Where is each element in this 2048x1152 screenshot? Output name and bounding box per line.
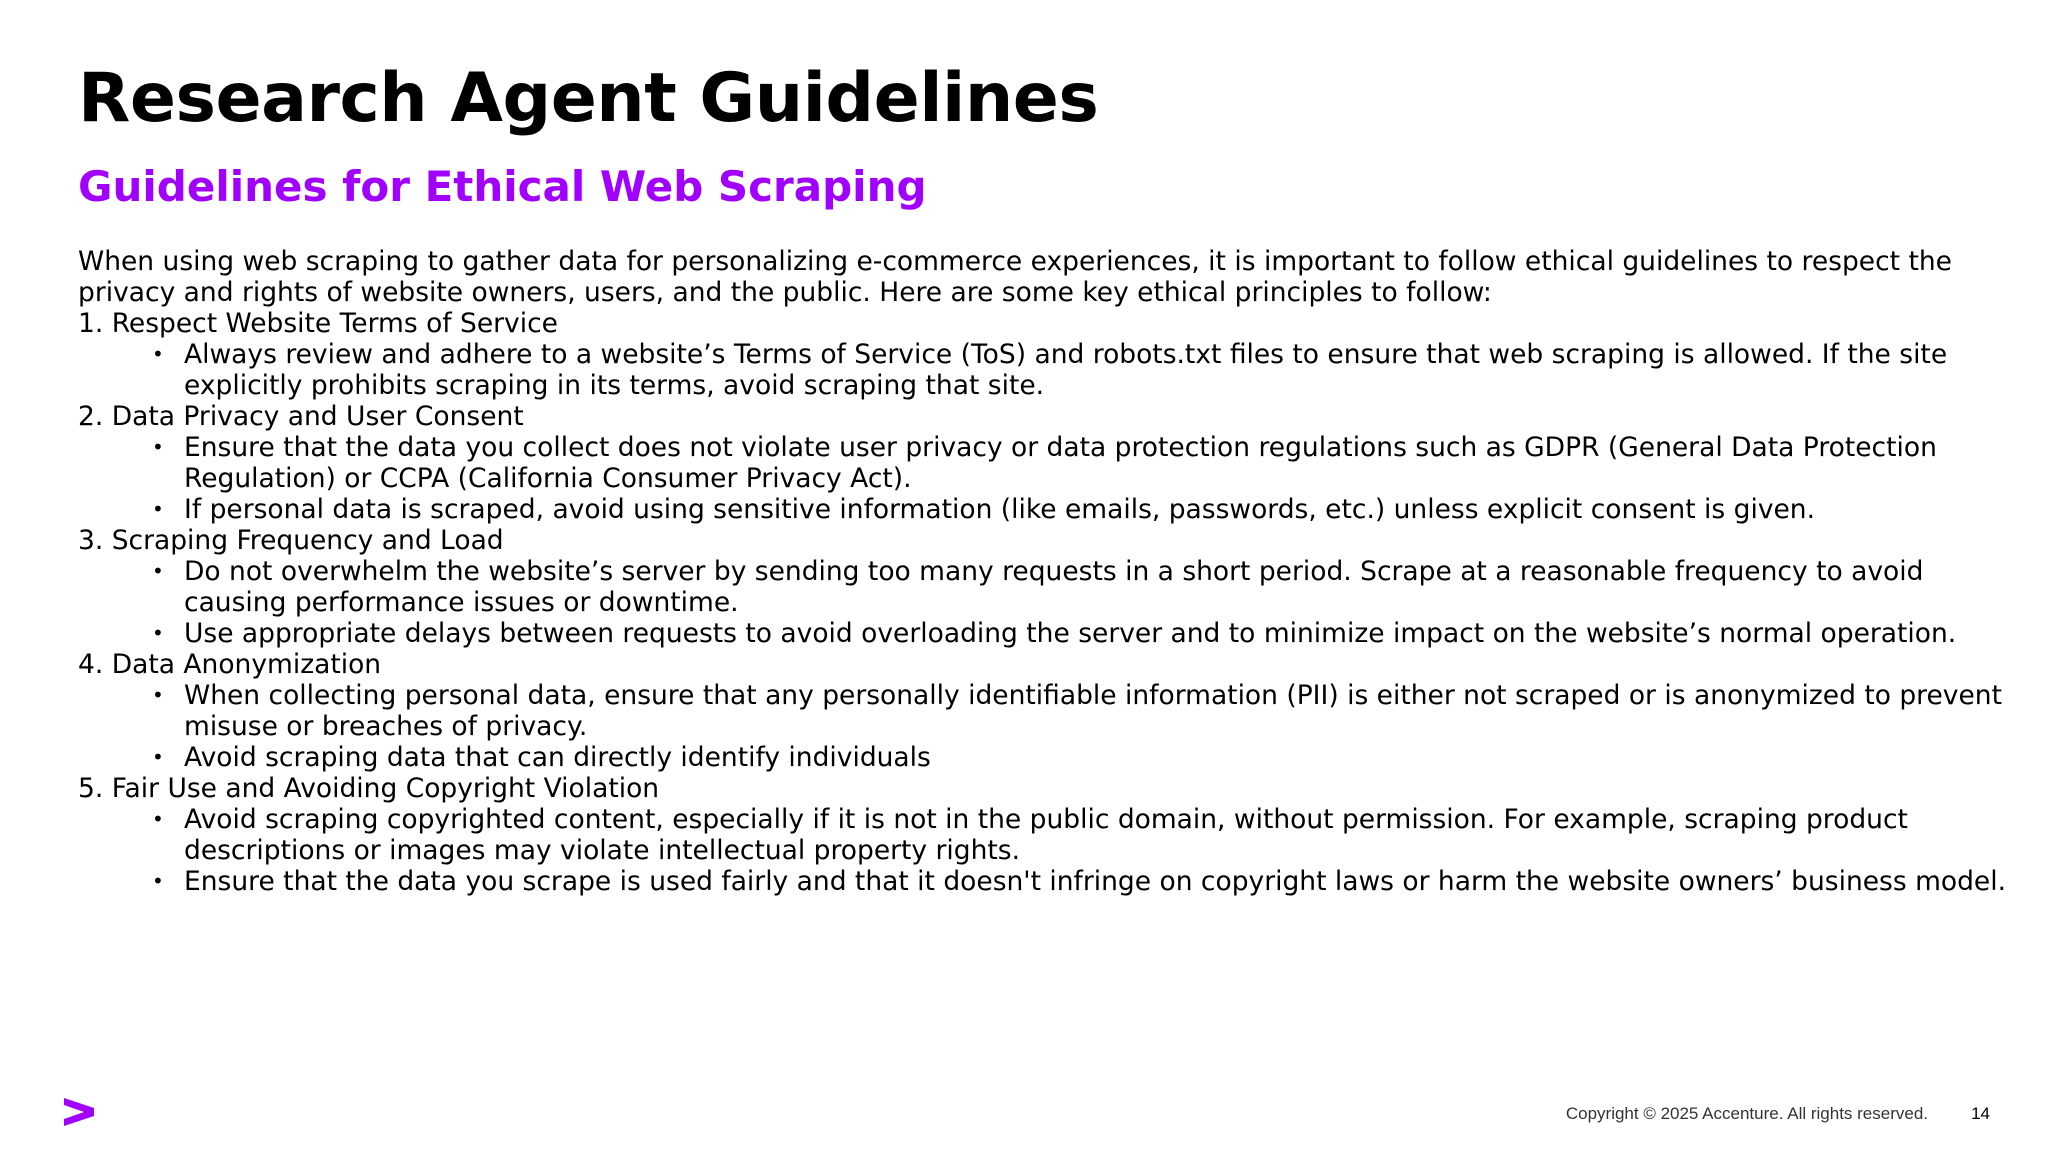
bullet-list (78, 339, 2008, 401)
section-heading: 2. Data Privacy and User Consent (78, 401, 524, 432)
bullet-item: • Always review and adhere to a website’s Terms of Service (ToS) and robots.txt files to ensure that web scraping is allowed. If the site explicitly prohibits scraping in its terms, avoid scraping that site. (184, 339, 2008, 401)
bullet-item: • Use appropriate delays between requests to avoid overloading the server and to minimize impact on the website’s normal operation. (184, 618, 2008, 649)
bullet-list (78, 432, 2008, 525)
slide-title: Research Agent Guidelines (78, 59, 1099, 138)
bullet-item: • Avoid scraping copyrighted content, especially if it is not in the public domain, without permission. For example, scraping product descriptions or images may violate intellectual property rights. (184, 804, 2008, 866)
bullet-list (78, 556, 2008, 649)
page-number: 14 (1971, 1104, 1990, 1123)
bullet-item: • When collecting personal data, ensure that any personally identifiable information (PII) is either not scraped or is anonymized to prevent misuse or breaches of privacy. (184, 680, 2008, 742)
bullet-item: • Ensure that the data you collect does not violate user privacy or data protection regulations such as GDPR (General Data Protection Regulation) or CCPA (California Consumer Privacy Act). (184, 432, 2008, 494)
slide-body (78, 246, 2008, 897)
bullet-item: • Ensure that the data you scrape is used fairly and that it doesn't infringe on copyright laws or harm the website owners’ business model. (184, 866, 2008, 897)
bullet-item: • Do not overwhelm the website’s server by sending too many requests in a short period. Scrape at a reasonable frequency to avoid causing performance issues or downtime. (184, 556, 2008, 618)
section-heading: 3. Scraping Frequency and Load (78, 525, 504, 556)
bullet-item: • Avoid scraping data that can directly identify individuals (184, 742, 2008, 773)
section-terms-of-service (78, 308, 2008, 401)
bullet-item: • If personal data is scraped, avoid using sensitive information (like emails, passwords, etc.) unless explicit consent is given. (184, 494, 2008, 525)
section-heading: 1. Respect Website Terms of Service (78, 308, 558, 339)
section-heading: 5. Fair Use and Avoiding Copyright Violation (78, 773, 660, 804)
bullet-list (78, 804, 2008, 897)
copyright-notice: Copyright © 2025 Accenture. All rights reserved. (1565, 1104, 1928, 1123)
section-data-privacy (78, 401, 2008, 525)
section-heading: 4. Data Anonymization (78, 649, 382, 680)
intro-paragraph: When using web scraping to gather data for personalizing e-commerce experiences, it is important to follow ethical guidelines to respect the privacy and rights of website owners, users, and the public. Here are some key ethical principles to follow: (78, 246, 1952, 308)
accenture-chevron-icon (62, 1095, 96, 1129)
section-fair-use (78, 773, 2008, 897)
section-data-anonymization (78, 649, 2008, 773)
section-scraping-frequency (78, 525, 2008, 649)
bullet-list (78, 680, 2008, 773)
slide-subtitle: Guidelines for Ethical Web Scraping (78, 162, 927, 211)
